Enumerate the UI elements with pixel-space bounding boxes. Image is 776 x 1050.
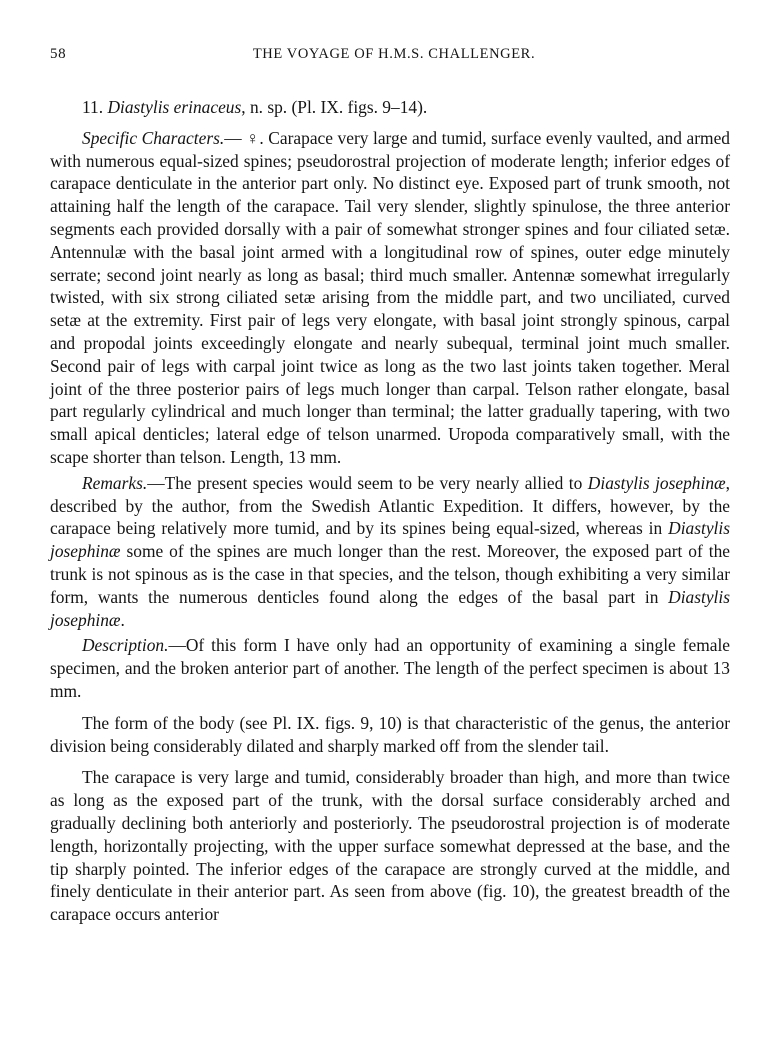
running-head <box>50 46 738 68</box>
remarks-text-1: —The present species would seem to be very nearly allied to <box>147 472 588 493</box>
description-text: —Of this form I have only had an opportunity of examining a single female specimen, and the broken anterior part of another. The length of the perfect specimen is about 13 mm. <box>50 635 730 701</box>
species-heading <box>82 96 730 119</box>
remarks-text-3: some of the spines are much longer than the rest. Moreover, the exposed part of the trunk is not spinous as is the case in that species, and the telson, though exhibiting a very similar form, wants the numerous denticles found along the edges of the basal part in <box>50 541 730 607</box>
specific-characters-label: Specific Characters. <box>82 127 225 148</box>
species-designation: , n. sp. (Pl. IX. figs. 9–14). <box>241 97 428 117</box>
remarks-paragraph <box>50 472 730 632</box>
remarks-species-ref-1: Diastylis josephinæ <box>587 472 726 493</box>
specific-characters-text: — ♀. Carapace very large and tumid, surface evenly vaulted, and armed with numerous equal-sized spines; pseudorostral projection of moderate length; inferior edges of carapace denticulate in the anterior part only. No distinct eye. Exposed part of trunk smooth, not attaining half the length of the carapace. Tail very slender, slightly spinulose, the three anterior segments each provided dorsally with a pair of somewhat stronger spines and four ciliated setæ. Antennulæ with the basal joint armed with a longitudinal row of spines, outer edge minutely serrate; second joint nearly as long as basal; third much smaller. Antennæ somewhat irregularly twisted, with six strong ciliated setæ arising from the middle part, and two unciliated, curved setæ at the extremity. First pair of legs very elongate, with basal joint strongly spinous, carpal and propodal joints exceedingly elongate and nearly subequal, terminal joint much smaller. Second pair of legs with carpal joint twice as long as the two last joints taken together. Meral joint of the three posterior pairs of legs much longer than carpal. Telson rather elongate, basal part regularly cylindrical and much longer than terminal; the latter gradually tapering, with two small apical denticles; lateral edge of telson unarmed. Uropoda comparatively small, with the scape shorter than telson. Length, 13 mm. <box>50 127 730 467</box>
remarks-text-2: , described by the author, from the Swedish Atlantic Expedition. It differs, however, by the carapace being relatively more tumid, and by its spines being equal-sized, whereas in <box>50 472 730 539</box>
description-label: Description. <box>82 635 169 656</box>
carapace-paragraph: The carapace is very large and tumid, considerably broader than high, and more than twice as long as the exposed part of the trunk, with the dorsal surface considerably arched and gradually declining both anteriorly and posteriorly. The pseudorostral projection is of moderate length, horizontally projecting, with the upper surface somewhat depressed at the base, and the tip sharply pointed. The inferior edges of the carapace are strongly curved at the middle, and finely denticulate in their anterior part. As seen from above (fig. 10), the greatest breadth of the carapace occurs anterior <box>50 767 730 925</box>
specific-characters-paragraph <box>50 127 730 469</box>
page-number: 58 <box>50 46 67 62</box>
remarks-species-ref-3: Diastylis josephinæ <box>50 586 730 630</box>
running-title: THE VOYAGE OF H.M.S. CHALLENGER. <box>252 46 536 62</box>
species-name: Diastylis erinaceus <box>107 97 242 117</box>
species-number: 11. <box>82 97 104 117</box>
body-form-paragraph: The form of the body (see Pl. IX. figs. 9, 10) is that characteristic of the genus, the anterior division being considerably dilated and sharply marked off from the slender tail. <box>50 712 730 756</box>
remarks-text-4: . <box>120 609 125 630</box>
page-body <box>50 96 730 935</box>
description-paragraph <box>50 634 730 702</box>
remarks-species-ref-2: Diastylis josephinæ <box>50 518 730 562</box>
remarks-label: Remarks. <box>82 472 148 493</box>
